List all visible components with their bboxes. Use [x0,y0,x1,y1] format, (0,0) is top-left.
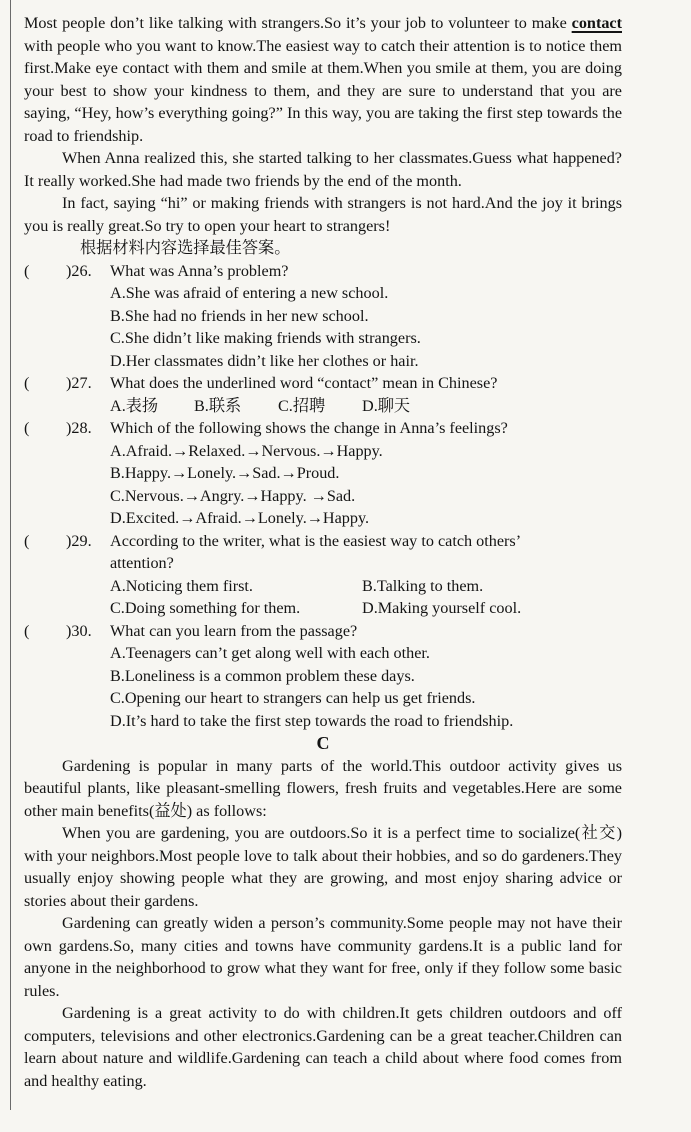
question-number: )27. [66,374,92,392]
question-stem: What does the underlined word “contact” mean in Chinese? [110,374,498,392]
paragraph-text: Most people don’t like talking with strangers.So it’s your job to volunteer to make [24,14,572,32]
option-d: D.It’s hard to take the first step towards the road to friendship. [110,711,514,730]
question-29 [24,530,622,553]
question-stem-continued: attention? [110,554,174,572]
answer-blank[interactable]: ( [24,374,30,392]
option-a: A.Afraid.→Relaxed.→Nervous.→Happy. [110,441,383,460]
section-heading: C [316,733,330,753]
option-c: C.She didn’t like making friends with strangers. [110,329,421,347]
margin-line [10,0,11,1110]
option-a: A.表扬 [110,396,159,415]
passage-paragraph-3: In fact, saying “hi” or making friends with strangers is not hard.And the joy it brings you is really great.So try to open your heart to strangers! [24,194,622,235]
answer-blank[interactable]: ( [24,261,30,280]
option-row [110,575,622,598]
section-c-paragraph-2: When you are gardening, you are outdoors.So it is a perfect time to socialize(社交) with your neighbors.Most people love to talk about their hobbies, and so do gardeners.They usually enjoy showing people what they are growing, and most enjoy sharing advice or stories about their gardens. [24,824,622,910]
option-row [110,395,622,418]
question-number: )29. [66,531,92,550]
option-b: B.Talking to them. [362,576,484,595]
question-stem: What can you learn from the passage? [110,621,358,640]
option-d: D.Her classmates didn’t like her clothes or hair. [110,351,419,370]
option-c: C.招聘 [278,396,326,415]
passage-paragraph-1 [24,12,622,147]
option-c: C.Nervous.→Angry.→Happy. →Sad. [110,486,356,505]
option-a: A.Noticing them first. [110,576,253,595]
question-stem: Which of the following shows the change in Anna’s feelings? [110,419,508,437]
option-b: B.Loneliness is a common problem these days. [110,666,415,685]
answer-blank[interactable]: ( [24,621,30,640]
question-number: )28. [66,419,92,437]
question-number: )30. [66,621,92,640]
underlined-word: contact [571,14,622,32]
option-c: C.Doing something for them. [110,599,301,617]
paragraph-text: with people who you want to know.The easiest way to catch their attention is to notice them first.Make eye contact with them and smile at them.When you smile at them, you are doing your best to show your kindness to them, and they are sure to understand that you are saying, “Hey, how’s everything going?” In this way, you are taking the first step towards the road to friendship. [24,36,622,145]
option-b: B.Happy.→Lonely.→Sad.→Proud. [110,464,340,482]
question-28 [24,417,622,440]
option-a: A.She was afraid of entering a new school. [110,284,389,302]
section-c-paragraph-4: Gardening is a great activity to do with children.It gets children outdoors and off computers, televisions and other electronics.Gardening can be a great teacher.Children can learn about nature and wildlife.Gardening can teach a child about where food comes from and healthy eating. [24,1004,622,1090]
question-stem: According to the writer, what is the easiest way to catch others’ [110,531,522,550]
instruction: 根据材料内容选择最佳答案。 [80,239,291,257]
option-c: C.Opening our heart to strangers can help us get friends. [110,689,476,707]
page-content [24,12,622,1092]
question-number: )26. [66,261,92,280]
section-c-paragraph-3: Gardening can greatly widen a person’s community.Some people may not have their own gardens.So, many cities and towns have community gardens.It is a public land for anyone in the neighborhood to grow what they want for free, only if they follow some basic rules. [24,914,622,1000]
answer-blank[interactable]: ( [24,419,30,437]
option-d: D.Excited.→Afraid.→Lonely.→Happy. [110,509,370,527]
option-a: A.Teenagers can’t get along well with each other. [110,644,430,662]
option-d: D.Making yourself cool. [362,599,522,617]
option-d: D.聊天 [362,396,411,415]
question-26 [24,260,622,283]
question-27 [24,372,622,395]
passage-paragraph-2: When Anna realized this, she started talking to her classmates.Guess what happened? It really worked.She had made two friends by the end of the month. [24,149,622,190]
option-b: B.联系 [194,396,242,415]
option-row [110,597,622,620]
question-30 [24,620,622,643]
question-stem: What was Anna’s problem? [110,261,289,280]
section-c-paragraph-1: Gardening is popular in many parts of the world.This outdoor activity gives us beautiful plants, like pleasant-smelling flowers, fresh fruits and vegetables.Here are some other main benefits(益处) as follows: [24,756,622,820]
answer-blank[interactable]: ( [24,531,30,550]
option-b: B.She had no friends in her new school. [110,306,369,325]
